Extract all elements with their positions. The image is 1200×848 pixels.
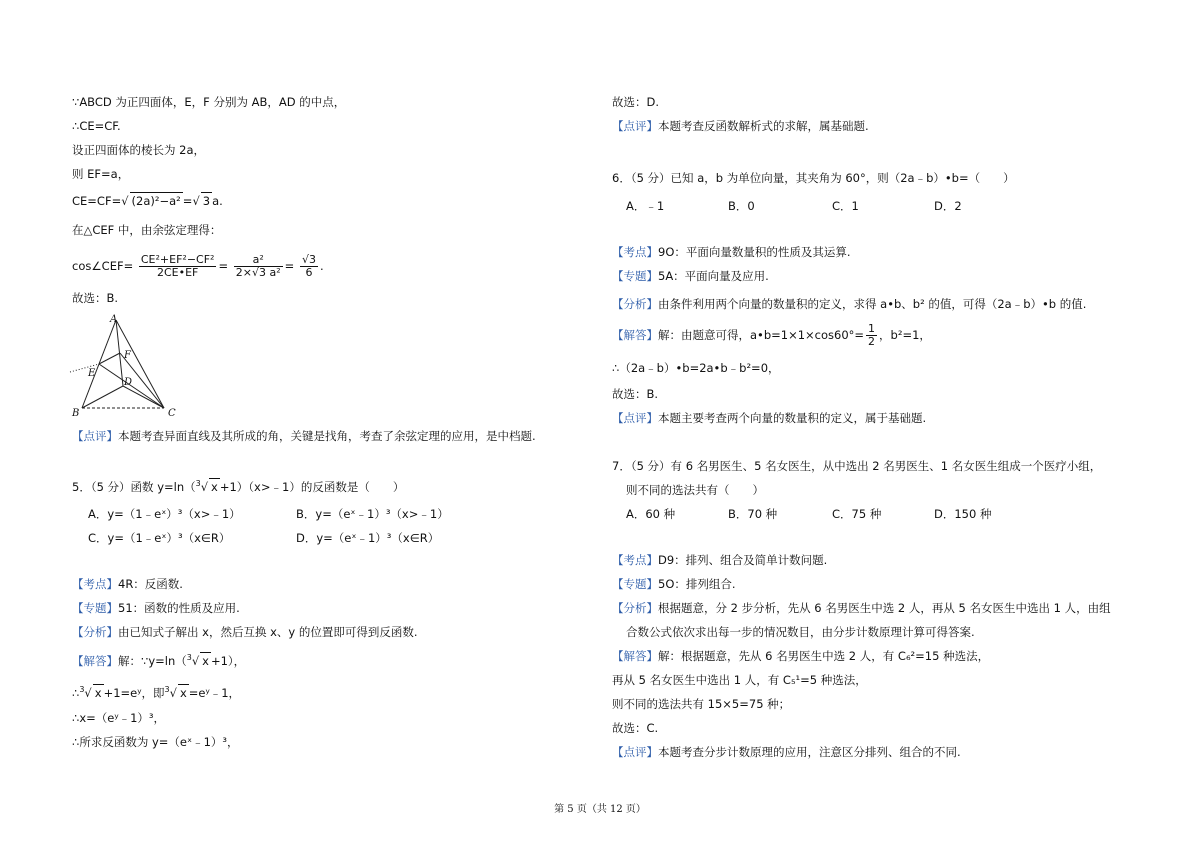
step-line: ∴$^3$√ x +1=eʸ，即$^3$√ x =eʸ﹣1， (72, 685, 241, 700)
text-line: ∴CE=CF. (72, 119, 121, 133)
option-b: B．70 种 (728, 507, 778, 521)
question-6: 6．（5 分）已知 a，b 为单位向量，其夹角为 60°，则（2a﹣b）•b=（ ） (612, 171, 1015, 185)
vertex-label: D (124, 377, 133, 388)
option-b: B．0 (728, 199, 755, 213)
fraction: $\frac{1}{2}$ (868, 322, 876, 348)
step-line: 再从 5 名女医生中选出 1 人，有 C₅¹=5 种选法， (612, 673, 867, 687)
option-d: D．2 (934, 199, 962, 213)
jieda-line: 【解答】解：根据题意，先从 6 名男医生中选 2 人，有 C₆²=15 种选法， (612, 649, 990, 663)
option-a: A．﹣1 (626, 199, 665, 213)
vertex-label: E (88, 368, 96, 379)
option-b: B．y=（eˣ﹣1）³（x>﹣1） (296, 507, 449, 521)
step-line: ∴（2a﹣b）•b=2a•b﹣b²=0， (612, 361, 780, 375)
comment-line: 【点评】本题主要考查两个向量的数量积的定义，属于基础题. (612, 411, 927, 425)
step-line: 则不同的选法共有 15×5=75 种； (612, 697, 791, 711)
zhuanti-line: 【专题】5A：平面向量及应用. (612, 269, 769, 283)
formula-line: cos∠CEF= $\frac{\text{CE²+EF²−CF²}}{2CE•EF}$ = $\frac{\text{a²}}{\text{2×√3 a²}}$ = $\frac{√3}{6}$ . (72, 253, 324, 279)
option-c: C．1 (832, 199, 859, 213)
option-c: C．75 种 (832, 507, 882, 521)
zhuanti-line: 【专题】51：函数的性质及应用. (72, 601, 240, 615)
option-a: A．y=（1﹣eˣ）³（x>﹣1） (88, 507, 241, 521)
sqrt-expr: (2a)²−a² (131, 194, 181, 208)
comment-line: 【点评】本题考查反函数解析式的求解，属基础题. (612, 119, 869, 133)
kaodian-line: 【考点】4R：反函数. (72, 577, 183, 591)
jieda-line: 【解答】解：由题意可得，a•b=1×1×cos60°= $\frac{1}{2}$ ，b²=1， (612, 322, 931, 348)
fraction: $\frac{\text{CE²+EF²−CF²}}{2CE•EF}$ (140, 253, 215, 279)
text-line: ∵ABCD 为正四面体，E，F 分别为 AB，AD 的中点， (72, 95, 346, 109)
fenxi-line: 【分析】由条件利用两个向量的数量积的定义，求得 a•b、b² 的值，可得（2a﹣b）•b 的值. (612, 297, 1087, 311)
step-line: ∴所求反函数为 y=（eˣ﹣1）³， (72, 735, 239, 749)
comment-line: 【点评】本题考查异面直线及其所成的角，关键是找角，考查了余弦定理的应用，是中档题. (72, 429, 536, 443)
vertex-label: F (124, 350, 131, 361)
step-line: ∴x=（eʸ﹣1）³， (72, 711, 166, 725)
kaodian-line: 【考点】9O：平面向量数量积的性质及其运算. (612, 245, 851, 259)
fenxi-line2: 合数公式依次求出每一步的情况数目，由分步计数原理计算可得答案. (626, 625, 975, 639)
option-a: A．60 种 (626, 507, 676, 521)
option-d: D．150 种 (934, 507, 992, 521)
text-line: 故选：B. (72, 291, 119, 305)
vertex-label: C (168, 408, 176, 419)
question-7: 7．（5 分）有 6 名男医生、5 名女医生，从中选出 2 名男医生、1 名女医生组成一个医疗小组， (612, 459, 1102, 473)
text-line: 设正四面体的棱长为 2a， (72, 143, 206, 157)
fenxi-line: 【分析】由已知式子解出 x，然后互换 x、y 的位置即可得到反函数. (72, 625, 418, 639)
fenxi-line: 【分析】根据题意，分 2 步分析，先从 6 名男医生中选 2 人，再从 5 名女医生中选出 1 人，由组 (612, 601, 1111, 615)
kaodian-line: 【考点】D9：排列、组合及简单计数问题. (612, 553, 828, 567)
step-line: 故选：B. (612, 387, 659, 401)
text-line: 则 EF=a， (72, 167, 130, 181)
fraction: $\frac{√3}{6}$ (301, 253, 316, 279)
jieda-line: 【解答】解：∵y=ln（$^3$√ x +1）， (72, 653, 246, 668)
question-5: 5．（5 分）函数 y=ln（$^3$√ x +1）（x>﹣1）的反函数是（ ） (72, 479, 405, 494)
vertex-label: A (110, 314, 118, 325)
comment-line: 【点评】本题考查分步计数原理的应用，注意区分排列、组合的不同. (612, 745, 961, 759)
text-line: 在△CEF 中，由余弦定理得： (72, 223, 222, 237)
zhuanti-line: 【专题】5O：排列组合. (612, 577, 736, 591)
formula-line: CE=CF=√ (2a)²−a² =√ 3 a. (72, 194, 223, 208)
tetrahedron-figure (68, 312, 188, 420)
fraction: $\frac{\text{a²}}{\text{2×√3 a²}}$ (235, 253, 281, 279)
text-line: 故选：D. (612, 95, 660, 109)
question-7-line2: 则不同的选法共有（ ） (626, 483, 764, 497)
vertex-label: B (72, 408, 80, 419)
step-line: 故选：C. (612, 721, 659, 735)
sqrt-expr: 3 (202, 194, 211, 208)
option-c: C．y=（1﹣eˣ）³（x∈R） (88, 531, 231, 545)
option-d: D．y=（eˣ﹣1）³（x∈R） (296, 531, 440, 545)
page-footer: 第 5 页（共 12 页） (554, 804, 646, 815)
